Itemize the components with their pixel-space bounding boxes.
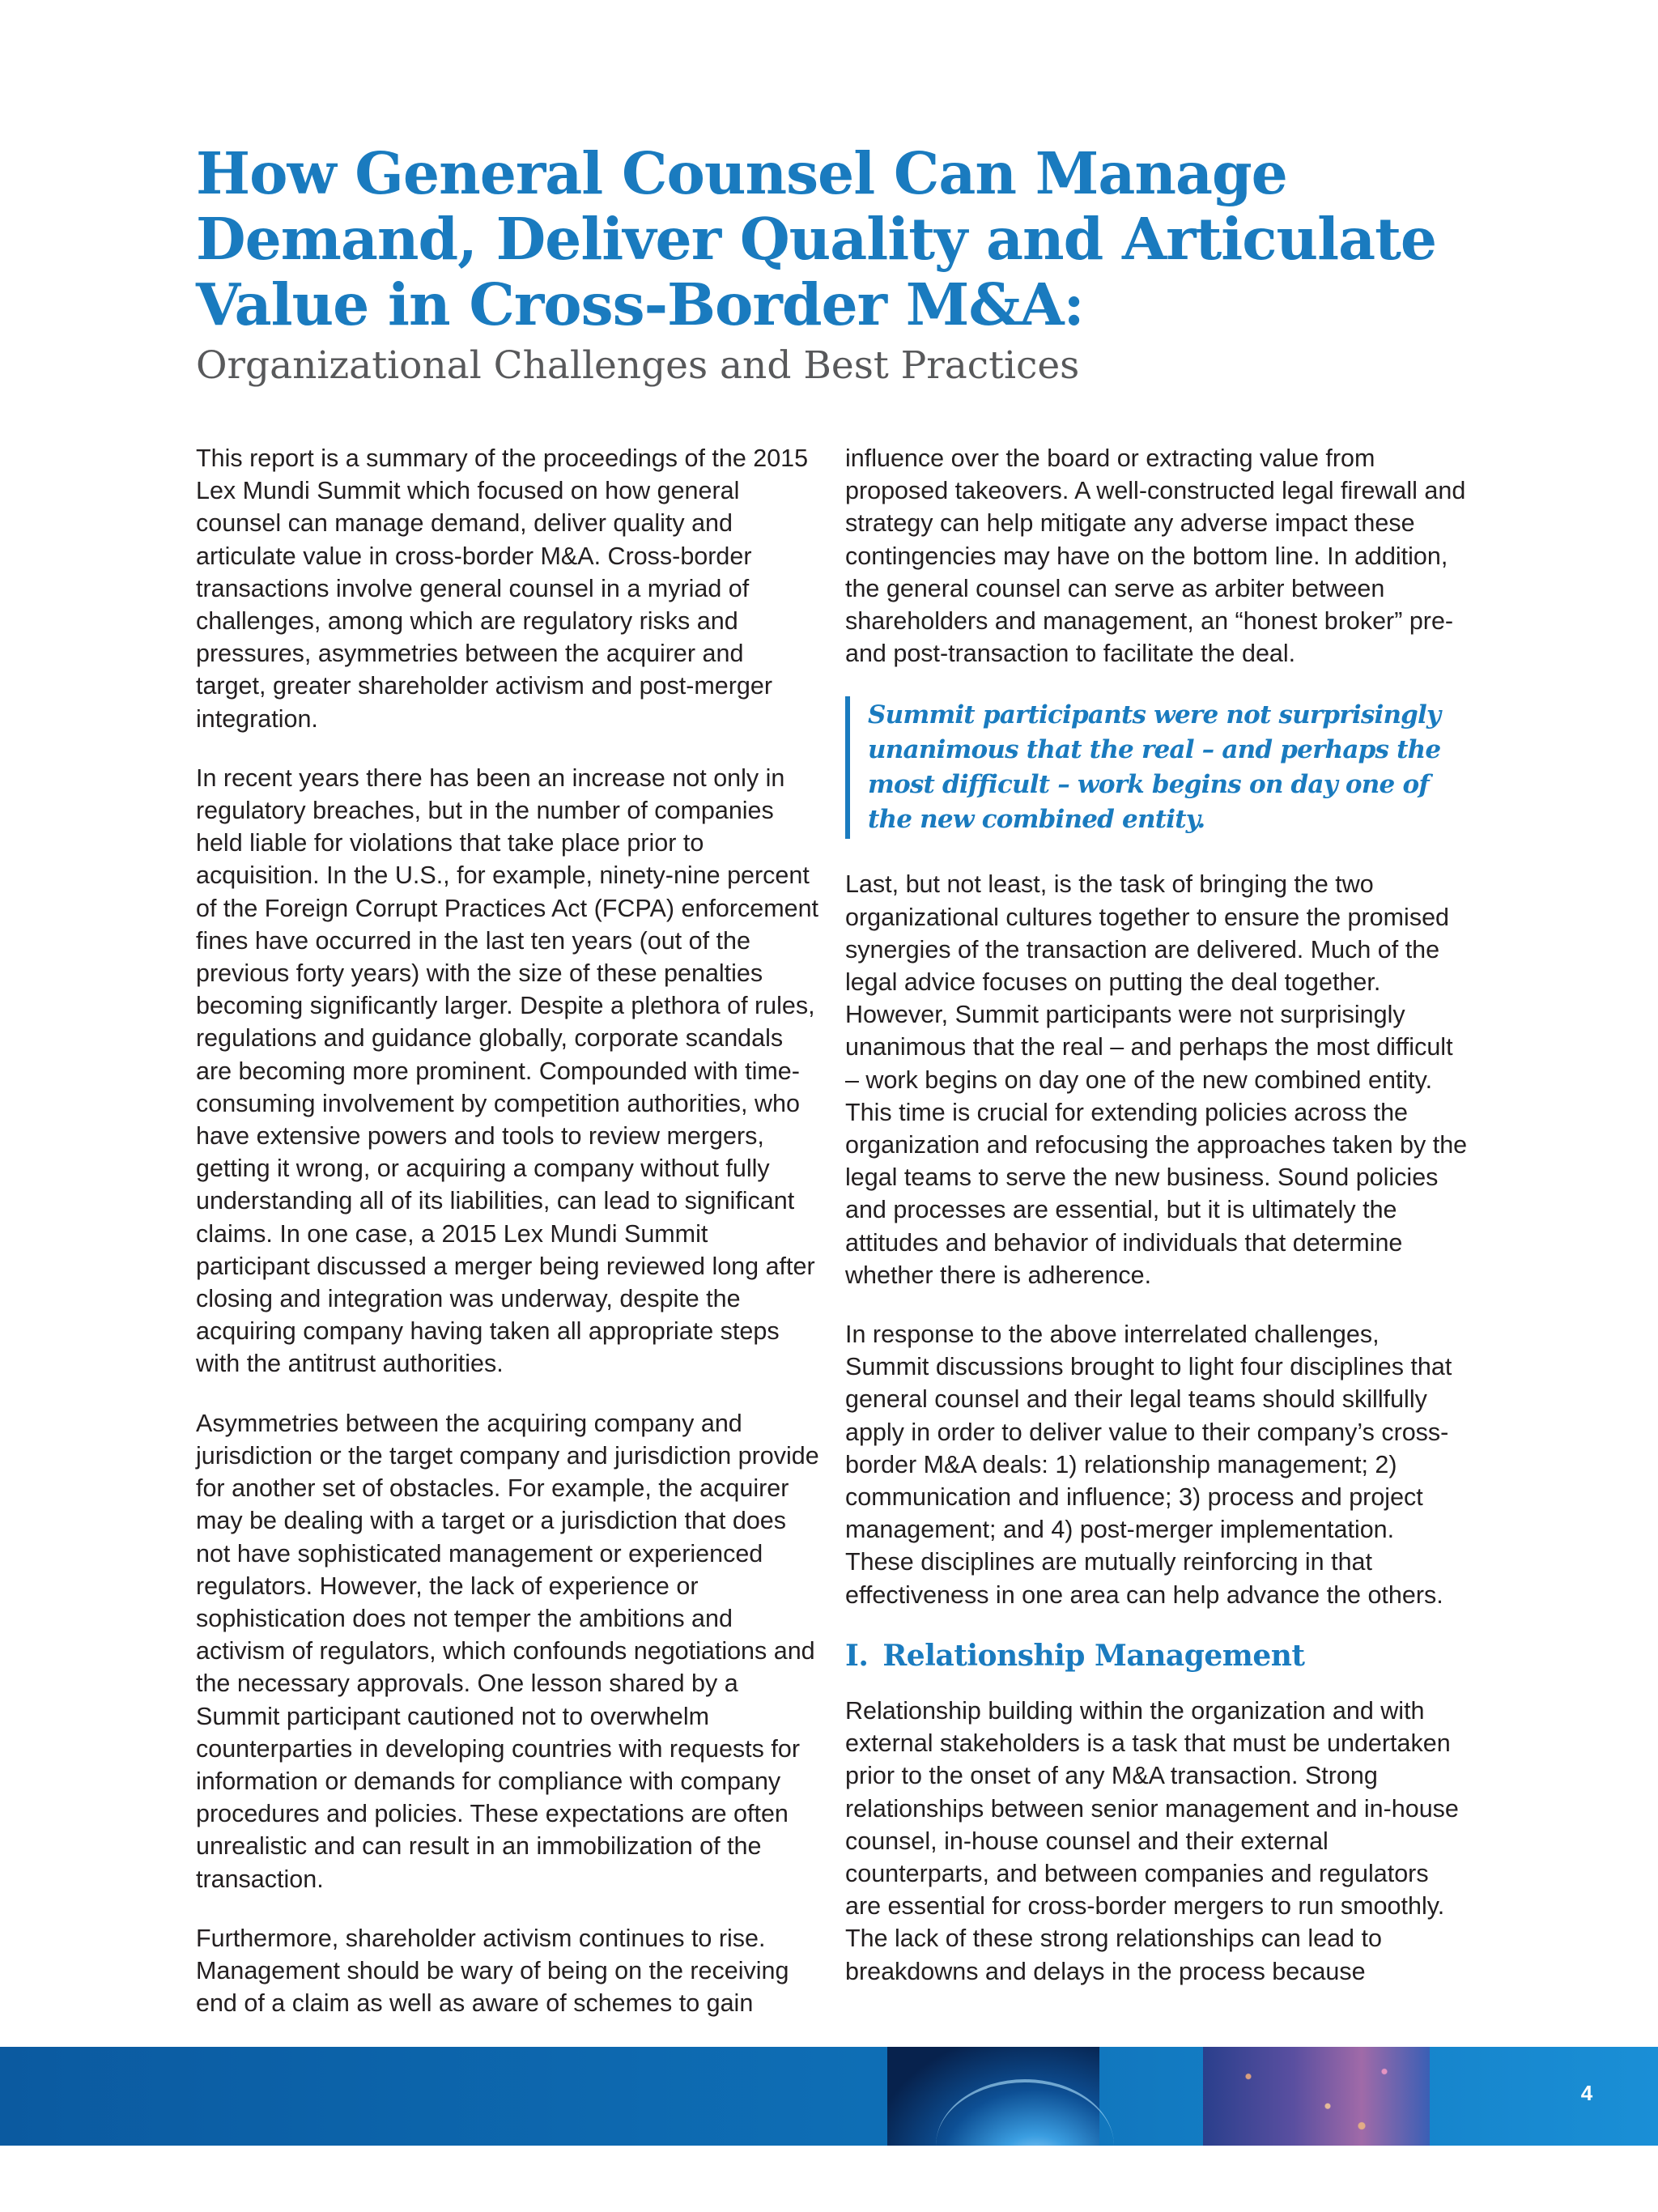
footer-band bbox=[0, 2047, 1658, 2146]
body-paragraph: influence over the board or extracting value from proposed takeovers. A well-constructed legal firewall and strategy can help mitigate any adverse impact these contingencies may have on the bottom line. In addition, the general counsel can serve as arbiter between shareholders and management, an “honest broker” pre- and post-transaction to facilitate the deal. bbox=[845, 445, 1466, 668]
section-title: Relationship Management bbox=[882, 1638, 1305, 1673]
page-subtitle: Organizational Challenges and Best Practices bbox=[196, 343, 1080, 388]
body-paragraph: Furthermore, shareholder activism continues to rise. Management should be wary of being on the receiving end of a claim as well as aware of schemes to gain bbox=[196, 1924, 789, 2018]
page-number: 4 bbox=[1580, 2081, 1593, 2105]
left-column bbox=[196, 442, 819, 2046]
body-paragraph: Asymmetries between the acquiring company and jurisdiction or the target company and jurisdiction provide for another set of obstacles. For example, the acquirer may be dealing with a target or a jurisdiction that does not have sophisticated management or experienced regulators. However, the lack of experience or sophistication does not temper the ambitions and activism of regulators, which confounds negotiations and the necessary approvals. One lesson shared by a Summit participant cautioned not to overwhelm counterparties in developing countries with requests for information or demands for compliance with company procedures and policies. These expectations are often unrealistic and can result in an immobilization of the transaction. bbox=[196, 1409, 819, 1893]
body-paragraph: In recent years there has been an increase not only in regulatory breaches, but in the number of companies held liable for violations that take place prior to acquisition. In the U.S., for example, ninety-nine percent of the Foreign Corrupt Practices Act (FCPA) enforcement fines have occurred in the last ten years (out of the previous forty years) with the size of these penalties becoming significantly larger. Despite a plethora of rules, regulations and guidance globally, corporate scandals are becoming more prominent. Compounded with time-consuming involvement by competition authorities, who have extensive powers and tools to review mergers, getting it wrong, or acquiring a company without fully understanding all of its liabilities, can lead to significant claims. In one case, a 2015 Lex Mundi Summit participant discussed a merger being reviewed long after closing and integration was underway, despite the acquiring company having taken all appropriate steps with the antitrust authorities. bbox=[196, 764, 819, 1378]
body-paragraph: This report is a summary of the proceedings of the 2015 Lex Mundi Summit which focused on how general counsel can manage demand, deliver quality and articulate value in cross-border M&A. Cross-border transactions involve general counsel in a myriad of challenges, among which are regulatory risks and pressures, asymmetries between the acquirer and target, greater shareholder activism and post-merger integration. bbox=[196, 445, 809, 733]
network-lights-image bbox=[1203, 2047, 1430, 2146]
pull-quote: Summit participants were not surprisingly unanimous that the real – and perhaps the most difficult – work begins on day one of the new combined entity. bbox=[845, 696, 1469, 839]
body-paragraph: Relationship building within the organization and with external stakeholders is a task that must be undertaken prior to the onset of any M&A transaction. Strong relationships between senior management and in-house counsel, in-house counsel and their external counterparts, and between companies and regulators are essential for cross-border mergers to run smoothly. The lack of these strong relationships can lead to breakdowns and delays in the process because bbox=[845, 1696, 1459, 1985]
section-heading bbox=[845, 1638, 1469, 1674]
globe-image bbox=[887, 2047, 1099, 2146]
body-paragraph: In response to the above interrelated challenges, Summit discussions brought to light four disciplines that general counsel and their legal teams should skillfully apply in order to deliver value to their company’s cross-border M&A deals: 1) relationship management; 2) communication and influence; 3) process and project management; and 4) post-merger implementation. These disciplines are mutually reinforcing in that effectiveness in one area can help advance the others. bbox=[845, 1321, 1452, 1609]
section-number: I. bbox=[845, 1638, 869, 1673]
right-column bbox=[845, 442, 1469, 2014]
page-title: How General Counsel Can Manage Demand, Deliver Quality and Articulate Value in Cross-Border M&A: bbox=[196, 139, 1437, 338]
body-paragraph: Last, but not least, is the task of bringing the two organizational cultures together to ensure the promised synergies of the transaction are delivered. Much of the legal advice focuses on putting the deal together. However, Summit participants were not surprisingly unanimous that the real – and perhaps the most difficult – work begins on day one of the new combined entity. This time is crucial for extending policies across the organization and refocusing the approaches taken by the legal teams to serve the new business. Sound policies and processes are essential, but it is ultimately the attitudes and behavior of individuals that determine whether there is adherence. bbox=[845, 870, 1468, 1289]
